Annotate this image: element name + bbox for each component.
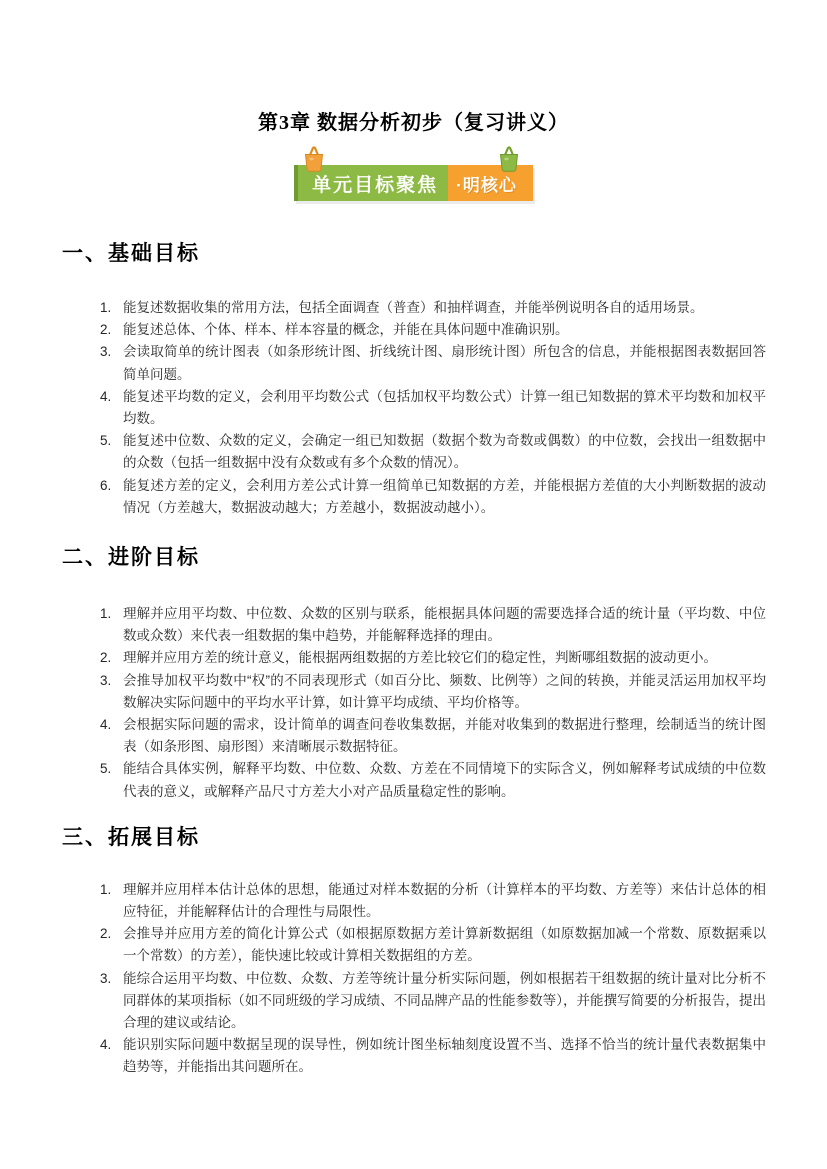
- list-item: [100, 923, 766, 967]
- list-item-text: 能复述数据收集的常用方法，包括全面调查（普查）和抽样调查，并能举例说明各自的适用场景。: [123, 300, 704, 315]
- list-item-number: 1.: [100, 300, 112, 315]
- list-item-number: 5.: [100, 433, 112, 449]
- list-item-number: 4.: [100, 388, 112, 404]
- list-item-number: 1.: [100, 881, 112, 897]
- list-item-number: 3.: [100, 970, 112, 986]
- section-heading-advanced-goals: 二、进阶目标: [62, 546, 200, 570]
- list-item-text: 能复述方差的定义，会利用方差公式计算一组简单已知数据的方差，并能根据方差值的大小判断数据的波动情况（方差越大，数据波动越大；方差越小，数据波动越小）。: [123, 477, 766, 515]
- section-heading-basic-goals: 一、基础目标: [62, 242, 200, 265]
- list-item: [100, 341, 766, 385]
- list-item-text: 能综合运用平均数、中位数、众数、方差等统计量分析实际问题，例如根据若干组数据的统计量对比分析不同群体的某项指标（如不同班级的学习成绩、不同品牌产品的性能参数等），并能撰写简要的分析报告，提出合理的建议或结论。: [123, 970, 766, 1031]
- list-item: [100, 647, 766, 669]
- list-item-text: 会读取简单的统计图表（如条形统计图、折线统计图、扇形统计图）所包含的信息，并能根据图表数据回答简单问题。: [123, 344, 766, 382]
- page-title: 第3章 数据分析初步（复习讲义）: [258, 112, 569, 134]
- list-item-number: 4.: [100, 717, 112, 733]
- list-item-number: 2.: [100, 650, 112, 666]
- list-item-text: 会推导并应用方差的简化计算公式（如根据原数据方差计算新数据组（如原数据加减一个常数、原数据乘以一个常数）的方差），能快速比较或计算相关数据组的方差。: [123, 926, 766, 964]
- list-item-text: 能复述平均数的定义，会利用平均数公式（包括加权平均数公式）计算一组已知数据的算术平均数和加权平均数。: [123, 388, 766, 427]
- list-item-number: 4.: [100, 1037, 112, 1053]
- list-item-text: 能结合具体实例，解释平均数、中位数、众数、方差在不同情境下的实际含义，例如解释考试成绩的中位数代表的意义，或解释产品尺寸方差大小对产品质量稳定性的影响。: [123, 761, 766, 799]
- list-item-number: 5.: [100, 761, 112, 777]
- list-item: [100, 430, 766, 474]
- extension-goals-list: [100, 879, 766, 1079]
- list-item-number: 1.: [100, 606, 112, 622]
- list-item-number: 3.: [100, 672, 112, 688]
- list-item: [100, 758, 766, 802]
- unit-goal-banner: [294, 165, 533, 201]
- list-item-text: 会根据实际问题的需求，设计简单的调查问卷收集数据，并能对收集到的数据进行整理，绘制适当的统计图表（如条形图、扇形图）来清晰展示数据特征。: [123, 717, 766, 755]
- list-item: [100, 1034, 766, 1078]
- list-item-text: 能复述总体、个体、样本、样本容量的概念，并能在具体问题中准确识别。: [123, 322, 569, 338]
- binder-clip-green-icon: [497, 145, 521, 173]
- list-item: [100, 386, 766, 430]
- list-item-text: 理解并应用方差的统计意义，能根据两组数据的方差比较它们的稳定性，判断哪组数据的波动更小。: [123, 650, 717, 666]
- list-item: [100, 714, 766, 758]
- list-item-text: 会推导加权平均数中“权”的不同表现形式（如百分比、频数、比例等）之间的转换，并能灵活运用加权平均数解决实际问题中的平均水平计算，如计算平均成绩、平均价格等。: [123, 672, 766, 710]
- list-item-text: 理解并应用样本估计总体的思想，能通过对样本数据的分析（计算样本的平均数、方差等）来估计总体的相应特征，并能解释估计的合理性与局限性。: [123, 881, 766, 920]
- basic-goals-list: [100, 297, 766, 519]
- list-item: [100, 670, 766, 714]
- list-item-number: 2.: [100, 322, 112, 338]
- list-item: [100, 968, 766, 1035]
- section-heading-extension-goals: 三、拓展目标: [62, 825, 200, 849]
- banner-right-label: ·明核心: [456, 175, 517, 195]
- list-item: [100, 603, 766, 647]
- binder-clip-orange-icon: [302, 145, 326, 173]
- list-item: [100, 475, 766, 519]
- list-item: [100, 879, 766, 923]
- list-item-number: 3.: [100, 344, 112, 360]
- list-item-number: 6.: [100, 477, 112, 493]
- list-item-number: 2.: [100, 926, 112, 942]
- list-item: [100, 319, 766, 341]
- banner-left-label: 单元目标聚焦: [312, 174, 439, 196]
- list-item-text: 能识别实际问题中数据呈现的误导性，例如统计图坐标轴刻度设置不当、选择不恰当的统计量代表数据集中趋势等，并能指出其问题所在。: [123, 1037, 766, 1075]
- advanced-goals-list: [100, 603, 766, 803]
- list-item-text: 能复述中位数、众数的定义，会确定一组已知数据（数据个数为奇数或偶数）的中位数，会找出一组数据中的众数（包括一组数据中没有众数或有多个众数的情况）。: [123, 433, 766, 471]
- list-item-text: 理解并应用平均数、中位数、众数的区别与联系，能根据具体问题的需要选择合适的统计量（平均数、中位数或众数）来代表一组数据的集中趋势，并能解释选择的理由。: [123, 606, 766, 644]
- list-item: [100, 297, 766, 319]
